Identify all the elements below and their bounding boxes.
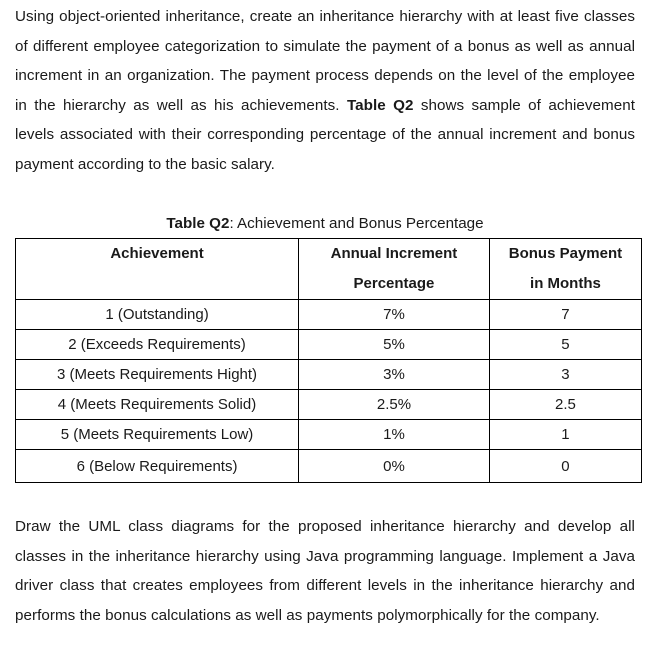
table-caption-label: Table Q2 <box>166 215 230 232</box>
table-row <box>16 300 642 330</box>
cell-achievement: 4 (Meets Requirements Solid) <box>16 390 299 420</box>
cell-bonus: 2.5 <box>489 390 641 420</box>
header-achievement: Achievement <box>16 239 299 300</box>
cell-increment: 7% <box>299 300 490 330</box>
cell-achievement: 3 (Meets Requirements Hight) <box>16 360 299 390</box>
intro-text-continued: shows sample of achievement levels associated with their corresponding percentage of the annual increment and bonus payment according to the basic salary. <box>15 96 635 173</box>
table-row <box>16 420 642 450</box>
cell-achievement: 1 (Outstanding) <box>16 300 299 330</box>
table-row <box>16 390 642 420</box>
header-annual-increment: Annual Increment Percentage <box>299 239 490 300</box>
cell-increment: 0% <box>299 450 490 483</box>
intro-text: Using object-oriented inheritance, create an inheritance hierarchy with at least five classes of different employee categorization to simulate the payment of a bonus as well as annual increment in an organization. The payment process depends on the level of the employee in the hierarchy as well as his achievements. <box>15 8 635 114</box>
table-row <box>16 330 642 360</box>
cell-bonus: 5 <box>489 330 641 360</box>
achievement-bonus-table <box>15 238 642 483</box>
cell-achievement: 2 (Exceeds Requirements) <box>16 330 299 360</box>
cell-increment: 2.5% <box>299 390 490 420</box>
cell-achievement: 5 (Meets Requirements Low) <box>16 420 299 450</box>
cell-increment: 5% <box>299 330 490 360</box>
cell-bonus: 0 <box>489 450 641 483</box>
cell-bonus: 7 <box>489 300 641 330</box>
table-reference: Table Q2 <box>346 96 414 114</box>
table-caption-title: : Achievement and Bonus Percentage <box>229 215 484 232</box>
header-bonus-payment: Bonus Payment in Months <box>489 239 641 300</box>
outro-paragraph: Draw the UML class diagrams for the proposed inheritance hierarchy and develop all classes in the inheritance hierarchy using Java programming language. Implement a Java driver class that creates employees from different levels in the inheritance hierarchy and performs the bonus calculations as well as payments polymorphically for the company. <box>15 518 635 624</box>
table-row <box>16 360 642 390</box>
intro-paragraph <box>15 2 635 180</box>
table-row <box>16 450 642 483</box>
cell-bonus: 1 <box>489 420 641 450</box>
cell-increment: 3% <box>299 360 490 390</box>
cell-bonus: 3 <box>489 360 641 390</box>
table-header-row <box>16 239 642 300</box>
cell-achievement: 6 (Below Requirements) <box>16 450 299 483</box>
table-caption <box>15 211 635 237</box>
cell-increment: 1% <box>299 420 490 450</box>
